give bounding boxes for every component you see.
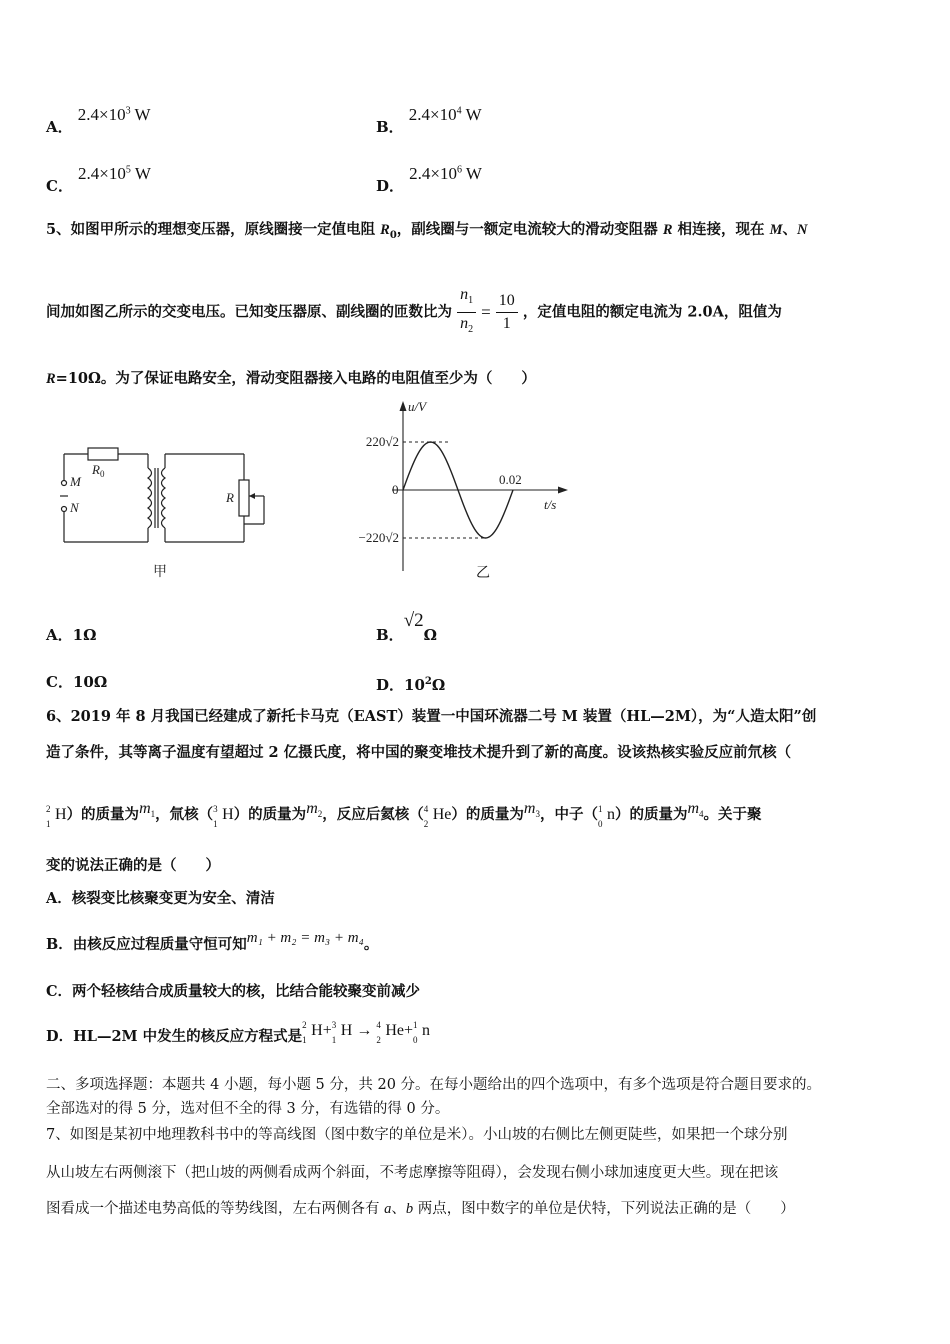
q4-option-a[interactable] <box>46 104 151 136</box>
turns-ratio-symbol: $\frac{n_1}{n_2}$ <box>457 284 476 341</box>
section2-heading-line1: 二、多项选择题：本题共 4 小题，每小题 5 分，共 20 分。在每小题给出的四个选项中，有多个选项是符合题目要求的。 <box>46 1077 822 1093</box>
q5-option-d[interactable]: D．$10^2\Omega$ <box>376 676 446 694</box>
figure-yi-chart <box>340 395 580 585</box>
label-n: N <box>70 500 79 515</box>
option-value: $2.4\times 10^3$ W <box>77 105 151 124</box>
y-axis-label: u/V <box>408 399 427 414</box>
q6-option-a[interactable]: A．核裂变比核聚变更为安全、清洁 <box>46 890 275 907</box>
x-axis-label: t/s <box>544 497 557 512</box>
q6-stem-line1: 6、2019 年 8 月我国已经建成了新托卡马克（EAST）装置一中国环流器二号 M 装置（HL—2M），为“人造太阳”创 <box>46 708 817 725</box>
q5-option-b[interactable]: B．√2Ω <box>376 610 437 644</box>
q4-option-c[interactable] <box>46 163 151 195</box>
q6-option-b[interactable]: B．由核反应过程质量守恒可知m₁ + m₂ = m₃ + m₄。 <box>46 930 379 953</box>
q6-stem-line2: 造了条件，其等离子温度有望超过 2 亿摄氏度，将中国的聚变堆技术提升到了新的高度。设该热核实验反应前氘核（ <box>46 744 792 761</box>
q4-option-b[interactable] <box>376 104 482 136</box>
x-axis-arrow <box>558 487 568 494</box>
q6-stem-line3: 2 1 H）的质量为$m_1$，氚核（ 3 1 H）的质量为$m_2$，反应后氦核（ 4 2 He）的质量为$m_3$，中子（ 1 0 n）的质量为$m_4$。关于聚 <box>46 800 762 829</box>
section2-heading-line2: 全部选对的得 5 分，选对但不全的得 3 分，有选错的得 0 分。 <box>46 1101 450 1117</box>
figure-jia-circuit <box>52 440 282 590</box>
option-letter: B． <box>376 118 404 136</box>
turns-ratio-value: $\frac{10}{1}$ <box>496 290 518 335</box>
nuclide-neutron: 1 0 n <box>597 804 615 829</box>
label-r0: R <box>92 462 100 477</box>
r0-resistor <box>88 448 118 460</box>
q4-option-d[interactable] <box>376 163 482 195</box>
nuclide-tritium: 3 1 H <box>213 804 234 829</box>
option-letter: A． <box>46 118 73 136</box>
q7-stem-line1: 7、如图是某初中地理教科书中的等高线图（图中数字的单位是米）。小山坡的右侧比左侧更陡些，如果把一个球分别 <box>46 1127 788 1143</box>
rheostat <box>239 480 249 516</box>
q5-stem-line2: 间加如图乙所示的交变电压。已知变压器原、副线圈的匝数比为 $\frac{n_1}{n_2}$ = $\frac{10}{1}$ ，定值电阻的额定电流为 2.0A，阻值为 <box>46 284 782 341</box>
secondary-coil <box>162 468 166 528</box>
q7-stem-line2: 从山坡左右两侧滚下（把山坡的两侧看成两个斜面，不考虑摩擦等阻碍），会发现右侧小球加速度更大些。现在把该 <box>46 1165 779 1181</box>
q5-option-a[interactable]: A．1Ω <box>46 626 97 644</box>
q5-option-c[interactable]: C．10Ω <box>46 673 108 691</box>
option-value: $2.4\times 10^4$ W <box>408 105 482 124</box>
q7-stem-line3: 图看成一个描述电势高低的等势线图，左右两侧各有 a、b 两点，图中数字的单位是伏特，下列说法正确的是（ ） <box>46 1201 795 1217</box>
option-value: $2.4\times 10^5$ W <box>78 164 151 183</box>
ytick-min: −220√2 <box>358 530 399 545</box>
ytick-max: 220√2 <box>365 434 399 449</box>
option-value: $2.4\times 10^6$ W <box>409 164 482 183</box>
q5-stem-line1: 5、如图甲所示的理想变压器，原线圈接一定值电阻 $R_0$，副线圈与一额定电流较大的滑动变阻器 R 相连接，现在 M、N <box>46 221 808 241</box>
nuclide-helium: 4 2 He <box>423 804 452 829</box>
q6-option-d[interactable]: D．HL—2M 中发生的核反应方程式是 2 1 H+ 3 1 H → 4 2 He+ 1 0 n <box>46 1020 430 1045</box>
q6-stem-line4: 变的说法正确的是（ ） <box>46 857 220 874</box>
nuclide-deuterium: 2 1 H <box>46 804 67 829</box>
mass-equation: m₁ + m₂ = m₃ + m₄ <box>246 930 364 946</box>
q6-option-c[interactable]: C．两个轻核结合成质量较大的核，比结合能较聚变前减少 <box>46 983 421 1000</box>
caption-yi-text: 乙 <box>476 565 490 581</box>
option-letter: C． <box>46 177 73 195</box>
q5-stem-line3: R=10Ω。为了保证电路安全，滑动变阻器接入电路的电阻值至少为（ ） <box>46 370 536 387</box>
primary-coil <box>148 468 152 528</box>
label-m: M <box>70 474 81 489</box>
origin-label: 0 <box>392 482 399 497</box>
xtick-period: 0.02 <box>499 472 522 487</box>
caption-jia: 甲 <box>153 564 167 580</box>
label-r: R <box>226 490 234 505</box>
y-axis-arrow <box>400 401 407 411</box>
option-letter: D． <box>376 177 405 195</box>
svg-text:R0: $R_0$ <box>92 462 105 479</box>
